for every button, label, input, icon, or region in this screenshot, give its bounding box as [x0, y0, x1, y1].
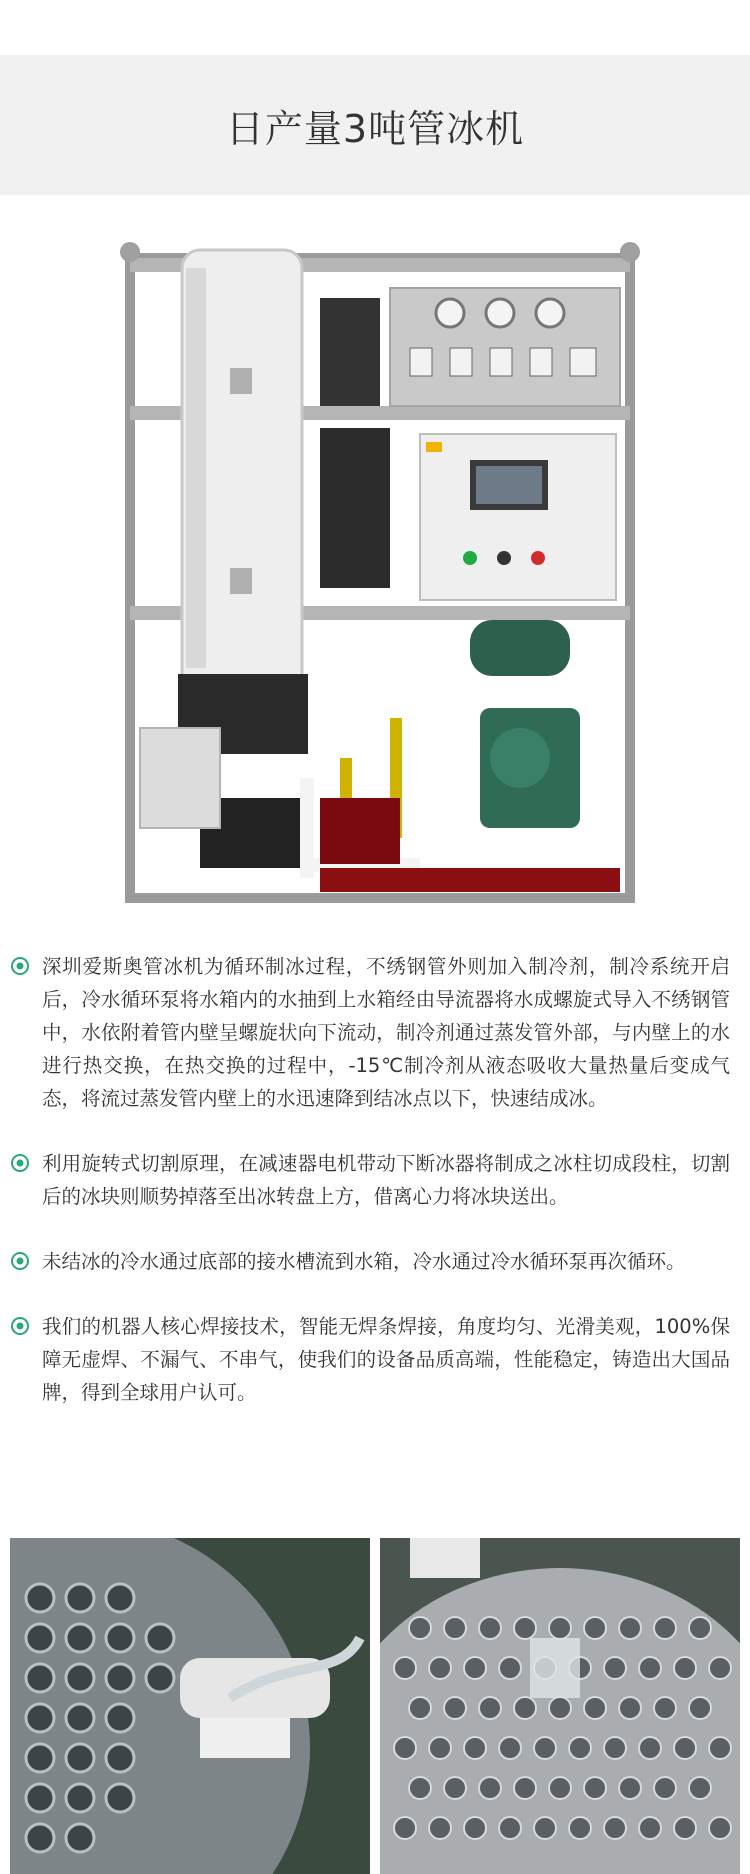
bullet-circle-icon: [10, 1251, 30, 1271]
bullet-circle-icon: [10, 1153, 30, 1173]
tube-plate-photo-left: [10, 1538, 370, 1874]
feature-text: 利用旋转式切割原理，在减速器电机带动下断冰器将制成之冰柱切成段柱，切割后的冰块则顺势掉落至出冰转盘上方，借离心力将冰块送出。: [42, 1152, 730, 1208]
feature-text: 我们的机器人核心焊接技术，智能无焊条焊接，角度均匀、光滑美观，100%保障无虚焊、不漏气、不串气，使我们的设备品质高端，性能稳定，铸造出大国品牌，得到全球用户认可。: [42, 1315, 730, 1404]
title-band: [0, 55, 750, 195]
feature-item: [10, 950, 730, 1115]
feature-item: [10, 1245, 730, 1278]
bullet-circle-icon: [10, 956, 30, 976]
feature-text: 深圳爱斯奥管冰机为循环制冰过程，不绣钢管外则加入制冷剂，制冷系统开启后，冷水循环泵将水箱内的水抽到上水箱经由导流器将水成螺旋式导入不绣钢管中，水依附着管内壁呈螺旋状向下流动，制冷剂通过蒸发管外部，与内壁上的水进行热交换，在热交换的过程中，-15℃制冷剂从液态吸收大量热量后变成气态，将流过蒸发管内壁上的水迅速降到结冰点以下，快速结成冰。: [42, 955, 730, 1110]
tube-plate-photo-right: [380, 1538, 740, 1874]
feature-text: 未结冰的冷水通过底部的接水槽流到水箱，冷水通过冷水循环泵再次循环。: [42, 1250, 686, 1273]
welding-photos: [10, 1538, 740, 1874]
feature-list: [10, 950, 730, 1441]
page-title: 日产量3吨管冰机: [225, 106, 525, 151]
bullet-circle-icon: [10, 1316, 30, 1336]
tube-ice-machine-image: [120, 238, 640, 910]
feature-item: [10, 1310, 730, 1409]
feature-item: [10, 1147, 730, 1213]
